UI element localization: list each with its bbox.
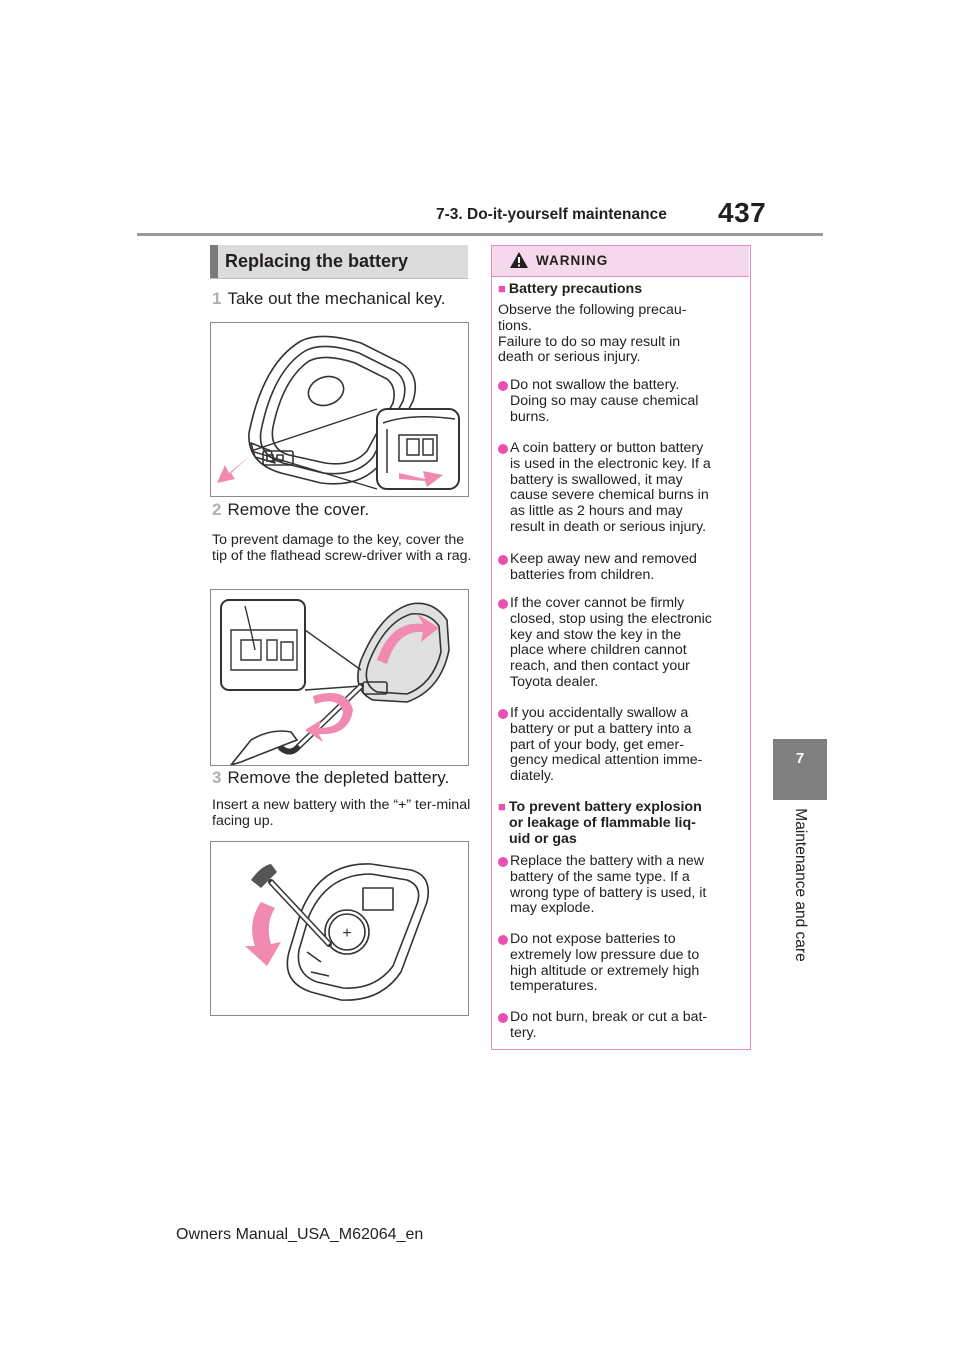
chapter-number: 7 (795, 750, 805, 767)
subheading-text: uid or gas (509, 830, 577, 847)
step-number: 3 (212, 768, 222, 787)
warning-bullet (510, 596, 712, 691)
text-line: tions. (498, 317, 532, 334)
warning-bullet (510, 552, 697, 584)
text-line: cause severe chemical burns in (510, 487, 709, 504)
warning-bullet (510, 854, 706, 917)
text-line: battery or put a battery into a (510, 720, 692, 737)
bullet-dot-icon (498, 555, 508, 565)
warning-intro (498, 303, 686, 366)
text-line: Doing so may cause chemical (510, 392, 699, 409)
header-rule (137, 233, 823, 236)
subheading-text: To prevent battery explosion (508, 799, 702, 815)
text-line: battery of the same type. If a (510, 868, 690, 885)
text-line: result in death or serious injury. (510, 518, 707, 535)
warning-bullet (510, 378, 698, 425)
text-line: is used in the electronic key. If a (510, 455, 711, 472)
section-heading-bar (210, 245, 218, 278)
text-line: place where children cannot (510, 642, 687, 659)
figure-remove-battery (210, 841, 469, 1016)
step-text: Remove the cover. (227, 500, 370, 519)
figure-remove-cover (210, 589, 469, 766)
text-line: Toyota dealer. (510, 673, 599, 690)
text-line: diately. (510, 768, 554, 785)
step-3-note: Insert a new battery with the “+” ter-minal facing up. (212, 797, 471, 829)
key-fob-mechanical-key-illustration (211, 323, 468, 496)
text-line: Do not swallow the battery. (510, 377, 680, 393)
bullet-dot-icon (498, 444, 508, 454)
text-line: tery. (510, 1024, 537, 1041)
bullet-dot-icon (498, 599, 508, 609)
section-heading: Replacing the battery (225, 251, 409, 271)
page-number: 437 (718, 197, 767, 228)
text-line: high altitude or extremely high (510, 962, 700, 979)
text-line: batteries from children. (510, 566, 655, 583)
bullet-dot-icon (498, 857, 508, 867)
text-line: as little as 2 hours and may (510, 503, 683, 520)
warning-bullet (510, 441, 711, 536)
text-line: battery is swallowed, it may (510, 471, 683, 488)
text-line: wrong type of battery is used, it (510, 884, 707, 901)
chapter-title: Maintenance and care (792, 808, 809, 962)
bullet-dot-icon (498, 1013, 508, 1023)
document-footer: Owners Manual_USA_M62064_en (176, 1226, 424, 1243)
subheading-text: Battery precautions (508, 281, 643, 297)
square-bullet-icon: ■ (498, 281, 506, 296)
subheading-text: or leakage of flammable liq- (509, 814, 696, 831)
warning-bullet (510, 1010, 707, 1042)
step-1 (212, 289, 445, 309)
step-text: Remove the depleted battery. (227, 768, 450, 787)
square-bullet-icon: ■ (498, 799, 506, 814)
step-2-note: To prevent damage to the key, cover the tip of the flathead screw-driver with a rag. (212, 532, 472, 564)
text-line: Failure to do so may result in (498, 333, 681, 350)
step-number: 2 (212, 500, 222, 519)
warning-subheading-1 (498, 281, 642, 298)
warning-bullet (510, 706, 702, 785)
text-line: temperatures. (510, 978, 598, 995)
text-line: Observe the following precau- (498, 302, 687, 318)
warning-bullet (510, 932, 699, 995)
step-number: 1 (212, 289, 222, 308)
text-line: extremely low pressure due to (510, 946, 700, 963)
warning-title: WARNING (536, 253, 609, 268)
warning-triangle-icon (509, 251, 529, 269)
text-line: gency medical attention imme- (510, 752, 703, 769)
text-line: burns. (510, 408, 550, 425)
text-line: part of your body, get emer- (510, 736, 685, 753)
text-line: death or serious injury. (498, 349, 641, 366)
bullet-dot-icon (498, 709, 508, 719)
text-line: If the cover cannot be firmly (510, 595, 685, 611)
figure-mechanical-key (210, 322, 469, 497)
text-line: A coin battery or button battery (510, 440, 704, 456)
bullet-dot-icon (498, 935, 508, 945)
running-header-section: 7-3. Do-it-yourself maintenance (436, 206, 667, 223)
text-line: reach, and then contact your (510, 658, 690, 675)
step-text: Take out the mechanical key. (227, 289, 446, 308)
warning-subheading-2 (498, 799, 702, 847)
text-line: Do not expose batteries to (510, 931, 676, 947)
warning-header (492, 246, 749, 277)
text-line: Replace the battery with a new (510, 853, 705, 869)
key-fob-battery-removal-illustration (211, 842, 468, 1015)
text-line: key and stow the key in the (510, 626, 682, 643)
text-line: closed, stop using the electronic (510, 610, 712, 627)
step-3 (212, 768, 449, 788)
bullet-dot-icon (498, 381, 508, 391)
key-fob-cover-removal-illustration (211, 590, 468, 765)
battery-plus-mark: + (342, 925, 352, 942)
chapter-tab (773, 739, 827, 800)
step-2 (212, 500, 369, 520)
text-line: Do not burn, break or cut a bat- (510, 1009, 708, 1025)
text-line: may explode. (510, 900, 595, 917)
text-line: Keep away new and removed (510, 551, 697, 567)
text-line: If you accidentally swallow a (510, 705, 689, 721)
